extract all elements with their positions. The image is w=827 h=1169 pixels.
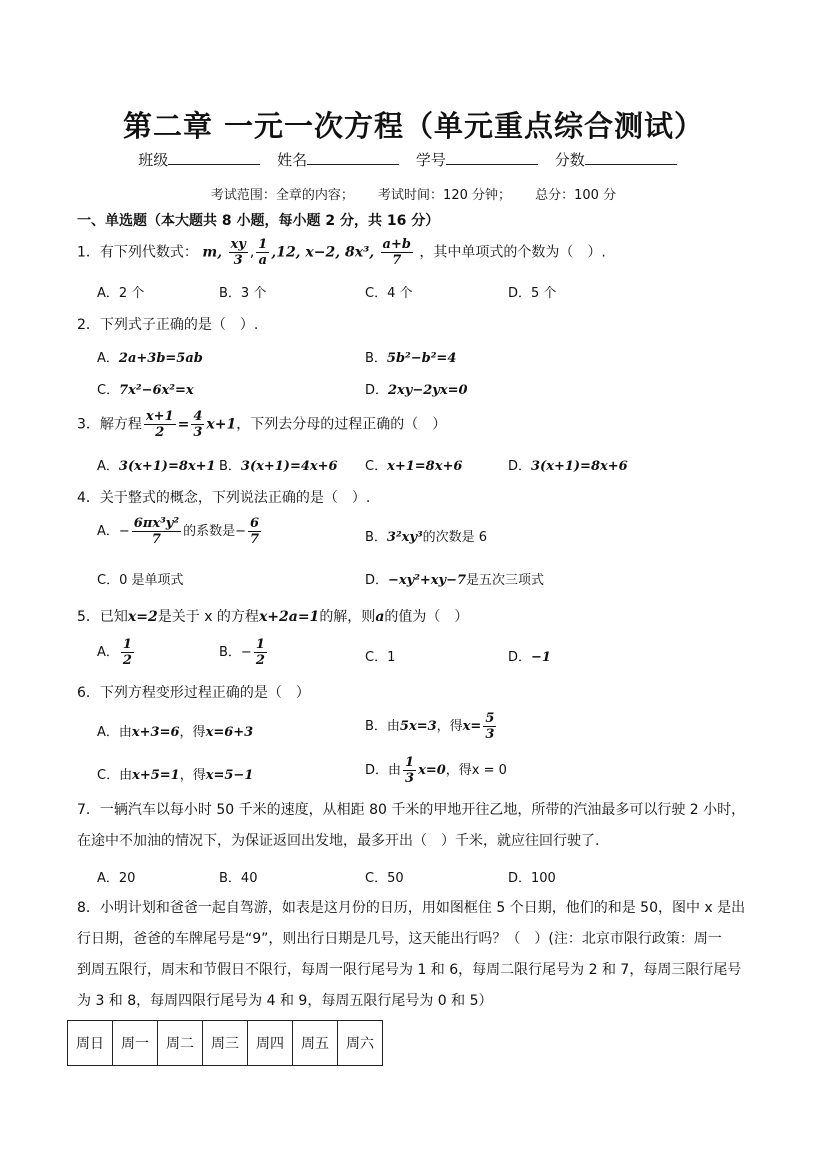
q2-option-b[interactable]: B．5b²−b²=4 — [365, 351, 457, 366]
q1-frac-3: $\frac{a+b}{7}$ — [382, 237, 411, 268]
q3-option-a[interactable]: A．3(x+1)=8x+1 — [97, 459, 216, 474]
question-6: 6．下列方程变形过程正确的是（ ） — [77, 685, 310, 701]
question-4: 4．关于整式的概念，下列说法正确的是（ ）. — [77, 490, 371, 506]
q1-option-a[interactable]: A．2 个 — [97, 286, 145, 301]
q1-suffix: ，其中单项式的个数为（ ）. — [419, 244, 606, 261]
calendar-header-cell: 周六 — [338, 1021, 383, 1066]
q2-option-d[interactable]: D．2xy−2yx=0 — [365, 383, 468, 398]
exam-time: 考试时间：120 分钟； — [378, 188, 511, 203]
question-8 — [77, 893, 757, 1017]
q3-eq: = — [177, 416, 190, 433]
q3-tail: x+1 — [206, 416, 237, 433]
q1-option-c[interactable]: C．4 个 — [365, 286, 413, 301]
score-blank[interactable] — [585, 150, 677, 165]
student-info-line — [0, 149, 827, 170]
q4-option-a[interactable]: A．− $\frac{\text{6πx³y²}}{7}$ 的系数是− $\frac{6}{7}$ — [97, 516, 260, 547]
name-label: 姓名 — [277, 151, 308, 169]
q3-prefix: 3．解方程 — [77, 416, 142, 433]
q3-option-d[interactable]: D．3(x+1)=8x+6 — [508, 459, 628, 474]
q2-option-a[interactable]: A．2a+3b=5ab — [97, 351, 203, 366]
question-1: 1．有下列代数式： m, $\frac{xy}{3}$ , $\frac{1}{a}$ ,12, x−2, 8x³, $\frac{a+b}{7}$ ，其中单项式的个数为（ ）. — [77, 237, 606, 268]
q5-option-a[interactable]: A． $\frac{1}{2}$ — [97, 637, 132, 668]
q1-frac-2: $\frac{1}{a}$ — [258, 237, 268, 268]
q7-option-a[interactable]: A．20 — [97, 871, 136, 886]
q3-option-c[interactable]: C．x+1=8x+6 — [365, 459, 463, 474]
calendar-header-row — [68, 1021, 383, 1066]
question-7 — [77, 795, 757, 857]
q3-frac-2: $\frac{4}{3}$ — [193, 409, 203, 440]
calendar-header-cell: 周四 — [248, 1021, 293, 1066]
question-5: 5．已知x=2是关于 x 的方程x+2a=1的解，则a的值为（ ） — [77, 609, 469, 625]
q1-prefix: 1．有下列代数式： — [77, 244, 198, 261]
calendar-table — [67, 1020, 383, 1066]
q6-option-d[interactable]: D．由 $\frac{1}{3}$ x=0，得x = 0 — [365, 755, 507, 786]
section-heading: 一、单选题（本大题共 8 小题，每小题 2 分，共 16 分） — [77, 213, 440, 229]
question-3 — [77, 409, 446, 440]
q7-option-b[interactable]: B．40 — [219, 871, 258, 886]
calendar-header-cell: 周三 — [203, 1021, 248, 1066]
q6-option-a[interactable]: A．由x+3=6，得x=6+3 — [97, 725, 254, 740]
q2-option-c[interactable]: C．7x²−6x²=x — [97, 383, 194, 398]
q4-option-d[interactable]: D．−xy²+xy−7是五次三项式 — [365, 573, 545, 588]
q5-option-d[interactable]: D．−1 — [508, 650, 551, 665]
calendar-header-cell: 周日 — [68, 1021, 113, 1066]
q6-option-b[interactable]: B．由5x=3，得x= $\frac{5}{3}$ — [365, 711, 495, 742]
q8-line-3: 到周五限行，周末和节假日不限行，每周一限行尾号为 1 和 6，每周二限行尾号为 2 和 7，每周三限行尾号 — [77, 962, 742, 978]
q8-line-2: 行日期，爸爸的车牌尾号是“9”，则出行日期是几号，这天能出行吗？（ ）(注：北京市限行政策：周一 — [77, 931, 722, 947]
calendar-header-cell: 周二 — [158, 1021, 203, 1066]
q5-option-b[interactable]: B．− $\frac{1}{2}$ — [219, 637, 265, 668]
q3-suffix: ，下列去分母的过程正确的（ ） — [236, 416, 447, 433]
q3-option-b[interactable]: B．3(x+1)=4x+6 — [219, 459, 338, 474]
calendar-header-cell: 周一 — [113, 1021, 158, 1066]
score-label: 分数 — [554, 151, 585, 169]
q7-option-c[interactable]: C．50 — [365, 871, 404, 886]
q6-option-c[interactable]: C．由x+5=1，得x=5−1 — [97, 768, 254, 783]
q8-line-1: 8．小明计划和爸爸一起自驾游，如表是这月份的日历，用如图框住 5 个日期，他们的和是 50，图中 x 是出 — [77, 900, 746, 916]
id-label: 学号 — [415, 151, 446, 169]
id-blank[interactable] — [446, 150, 538, 165]
class-label: 班级 — [138, 151, 169, 169]
q1-option-b[interactable]: B．3 个 — [219, 286, 267, 301]
q1-option-d[interactable]: D．5 个 — [508, 286, 557, 301]
q7-line-2: 在途中不加油的情况下，为保证返回出发地，最多开出（ ）千米，就应往回行驶了. — [77, 833, 600, 849]
q4-option-b[interactable]: B．3²xy³的次数是 6 — [365, 530, 488, 545]
exam-range: 考试范围：全章的内容； — [210, 188, 354, 203]
q4-option-c[interactable]: C．0 是单项式 — [97, 573, 184, 588]
q3-frac-1: $\frac{x+1}{2}$ — [145, 409, 174, 440]
q7-option-d[interactable]: D．100 — [508, 871, 556, 886]
q1-expr-a: m, — [202, 244, 223, 261]
exam-total: 总分：100 分 — [535, 188, 617, 203]
calendar-header-cell: 周五 — [293, 1021, 338, 1066]
q7-line-1: 7．一辆汽车以每小时 50 千米的速度，从相距 80 千米的甲地开往乙地，所带的汽油最多可以行驶 2 小时， — [77, 802, 746, 818]
class-blank[interactable] — [168, 150, 260, 165]
q1-frac-1: $\frac{xy}{3}$ — [230, 237, 246, 268]
q8-line-4: 为 3 和 8，每周四限行尾号为 4 和 9，每周五限行尾号为 0 和 5） — [77, 993, 493, 1009]
question-2: 2．下列式子正确的是（ ）. — [77, 317, 259, 333]
q1-expr-b: ,12, x−2, 8x³, — [271, 244, 375, 261]
q5-option-c[interactable]: C．1 — [365, 650, 396, 665]
name-blank[interactable] — [307, 150, 399, 165]
page-title: 第二章 一元一次方程（单元重点综合测试） — [122, 109, 705, 143]
exam-scope — [0, 184, 827, 203]
